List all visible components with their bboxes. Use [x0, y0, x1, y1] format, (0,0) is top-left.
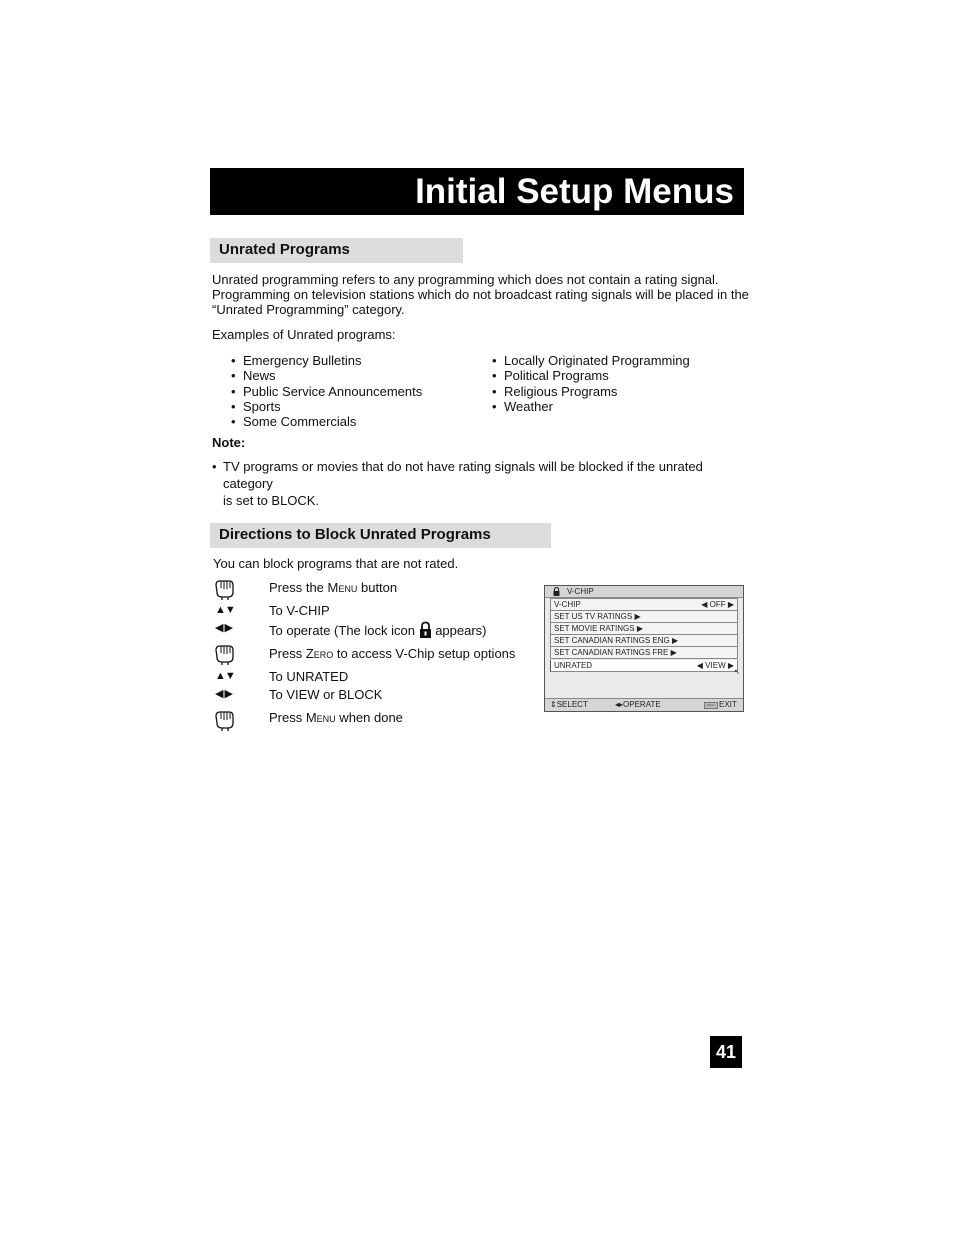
key-name: Menu — [305, 710, 336, 725]
step-menu-done — [269, 710, 403, 725]
osd-row-us-tv[interactable] — [550, 611, 738, 623]
osd-footer-select: ⇕SELECT — [550, 700, 588, 709]
note-line: TV programs or movies that do not have rating signals will be blocked if the unrated category — [223, 459, 703, 491]
page-number: 41 — [710, 1036, 742, 1068]
list-item: • Religious Programs — [492, 384, 742, 399]
step-text: button — [357, 580, 398, 595]
osd-row-label: UNRATED — [554, 661, 593, 670]
osd-row-label: SET CANADIAN RATINGS ENG ▶ — [554, 636, 679, 645]
osd-title: V-CHIP — [567, 587, 594, 596]
note-label: Note: — [212, 435, 246, 450]
section-heading-directions — [210, 523, 551, 548]
list-item: • Public Service Announcements — [231, 384, 481, 399]
para-line: Unrated programming refers to any programming which does not contain a rating signal. — [212, 272, 719, 287]
footer-text: SELECT — [556, 700, 588, 709]
title-bar — [210, 168, 744, 215]
step-text: appears) — [431, 623, 487, 638]
osd-row-value: ◀ OFF ▶ — [701, 600, 734, 609]
list-item: • News — [231, 368, 481, 383]
para-line: Programming on television stations which do not broadcast rating signals will be placed in the — [212, 287, 749, 302]
osd-title-bar — [545, 586, 743, 598]
osd-row-movie[interactable] — [550, 623, 738, 635]
up-down-arrow-icon: ▲▼ — [215, 670, 235, 682]
left-right-arrow-icon: ◀ ▶ — [215, 688, 232, 700]
footer-text: OPERATE — [623, 700, 661, 709]
section-heading-text: Directions to Block Unrated Programs — [219, 526, 491, 543]
examples-label: Examples of Unrated programs: — [212, 327, 396, 342]
osd-footer — [545, 698, 743, 711]
para-line: “Unrated Programming” category. — [212, 302, 405, 317]
list-item: • Sports — [231, 399, 481, 414]
lock-icon — [419, 621, 432, 639]
step-press-menu — [269, 580, 397, 595]
step-text: To operate (The lock icon — [269, 623, 419, 638]
osd-label-text: SET MOVIE RATINGS — [554, 624, 635, 633]
osd-row-canadian-fre[interactable] — [550, 647, 738, 659]
bullet: • — [212, 459, 217, 474]
section-heading-unrated — [210, 238, 463, 263]
osd-row-vchip[interactable] — [550, 598, 738, 611]
osd-row-value: ◀ VIEW ▶ — [696, 661, 734, 670]
section-heading-text: Unrated Programs — [219, 241, 350, 258]
hand-press-icon — [213, 709, 237, 731]
menu-key-icon: MENU — [704, 702, 718, 709]
osd-value-text: OFF — [709, 600, 726, 609]
step-view-block: To VIEW or BLOCK — [269, 687, 383, 702]
key-name: Menu — [327, 580, 358, 595]
intro-paragraph — [212, 272, 752, 317]
note-item — [212, 458, 752, 509]
cursor-icon: ↖ — [734, 669, 740, 676]
osd-footer-exit: EXIT — [719, 700, 737, 709]
osd-row-label: SET MOVIE RATINGS ▶ — [554, 624, 643, 633]
key-name: Zero — [305, 646, 334, 661]
osd-row-label: SET US TV RATINGS ▶ — [554, 612, 641, 621]
step-text: Press — [269, 710, 306, 725]
hand-press-icon — [213, 578, 237, 600]
step-press-zero — [269, 646, 515, 661]
up-down-arrow-icon: ▲▼ — [215, 604, 235, 616]
vchip-osd-menu — [544, 585, 744, 712]
step-text: Press — [269, 646, 306, 661]
osd-value-text: VIEW — [705, 661, 726, 670]
osd-row-canadian-eng[interactable] — [550, 635, 738, 647]
directions-intro: You can block programs that are not rated. — [213, 556, 459, 571]
step-text: when done — [335, 710, 403, 725]
examples-list-left — [231, 353, 481, 429]
osd-row-label: SET CANADIAN RATINGS FRE ▶ — [554, 648, 677, 657]
osd-footer-operate: ◂▸OPERATE — [615, 700, 661, 709]
osd-label-text: SET CANADIAN RATINGS ENG — [554, 636, 670, 645]
osd-label-text: SET CANADIAN RATINGS FRE — [554, 648, 669, 657]
list-item: • Locally Originated Programming — [492, 353, 742, 368]
page-title: Initial Setup Menus — [415, 172, 734, 211]
osd-row-unrated[interactable] — [550, 660, 738, 672]
examples-list-right — [492, 353, 742, 414]
list-item: • Emergency Bulletins — [231, 353, 481, 368]
list-item: • Some Commercials — [231, 414, 481, 429]
note-line: is set to BLOCK. — [223, 493, 320, 508]
left-right-arrow-icon: ◀ ▶ — [215, 622, 232, 634]
hand-press-icon — [213, 643, 237, 665]
list-item: • Political Programs — [492, 368, 742, 383]
step-text: to access V-Chip setup options — [333, 646, 516, 661]
step-operate — [269, 621, 487, 639]
lock-icon — [553, 587, 560, 596]
step-to-unrated: To UNRATED — [269, 669, 349, 684]
list-item: • Weather — [492, 399, 742, 414]
osd-label-text: SET US TV RATINGS — [554, 612, 633, 621]
step-text: Press the — [269, 580, 328, 595]
step-to-vchip: To V-CHIP — [269, 603, 330, 618]
osd-row-label: V-CHIP — [554, 600, 581, 609]
